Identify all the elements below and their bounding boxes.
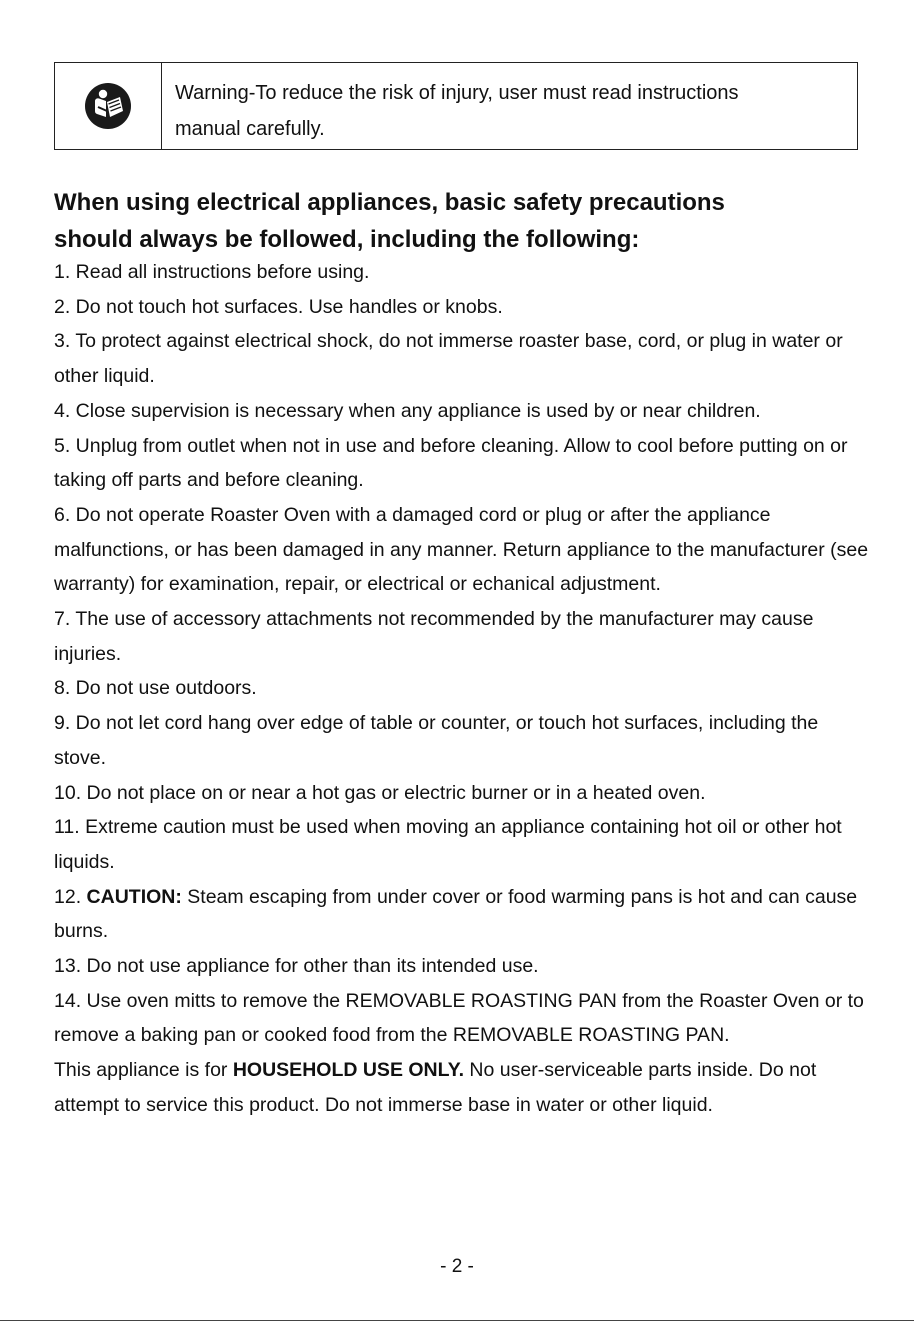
household-use-notice: [54, 1053, 874, 1122]
page-number: - 2 -: [440, 1256, 474, 1277]
instruction-item: 14. Use oven mitts to remove the REMOVABLE ROASTING PAN from the Roaster Oven or to remove a baking pan or cooked food from the REMOVABLE ROASTING PAN.: [54, 989, 864, 1047]
instruction-item: 6. Do not operate Roaster Oven with a damaged cord or plug or after the appliance malfunctions, or has been damaged in any manner. Return appliance to the manufacturer (see warranty) for examination, repair, or electrical or echanical adjustment.: [54, 503, 869, 596]
safety-instructions-list: [54, 255, 874, 1123]
instruction-item: 1. Read all instructions before using.: [54, 261, 370, 283]
section-heading: [54, 184, 874, 258]
warning-text-line: Warning-To reduce the risk of injury, user must read instructions: [175, 82, 739, 104]
instruction-item: 8. Do not use outdoors.: [54, 677, 257, 700]
warning-box: [54, 62, 858, 150]
instruction-item: 2. Do not touch hot surfaces. Use handles or knobs.: [54, 295, 503, 318]
instruction-item: 7. The use of accessory attachments not recommended by the manufacturer may cause injuries.: [54, 608, 814, 665]
warning-icon-cell: [55, 63, 162, 149]
instruction-item: 4. Close supervision is necessary when any appliance is used by or near children.: [54, 399, 761, 422]
household-use-label: HOUSEHOLD USE ONLY.: [232, 1059, 464, 1082]
instruction-item: 5. Unplug from outlet when not in use and before cleaning. Allow to cool before putting on or taking off parts and before cleaning.: [54, 434, 848, 492]
warning-text: [162, 63, 739, 149]
bottom-divider: [0, 1320, 914, 1321]
instruction-item: 9. Do not let cord hang over edge of table or counter, or touch hot surfaces, including the stove.: [54, 712, 819, 769]
heading-line: When using electrical appliances, basic safety precautions: [54, 189, 725, 216]
caution-label: CAUTION:: [86, 885, 182, 908]
instruction-item-caution: [54, 880, 874, 949]
caution-text: Steam escaping from under cover or food warming pans is hot and can cause burns.: [54, 885, 858, 943]
instruction-item: 3. To protect against electrical shock, do not immerse roaster base, cord, or plug in water or other liquid.: [54, 330, 843, 388]
item-number: 12.: [54, 885, 87, 908]
instruction-item: 11. Extreme caution must be used when moving an appliance containing hot oil or other hot liquids.: [54, 816, 842, 873]
instruction-item: 10. Do not place on or near a hot gas or electric burner or in a heated oven.: [54, 781, 706, 804]
notice-text: No user-serviceable parts inside. Do not attempt to service this product. Do not immerse base in water or other liquid.: [54, 1059, 817, 1116]
instruction-item: 13. Do not use appliance for other than its intended use.: [54, 955, 539, 978]
warning-text-line: manual carefully.: [175, 118, 325, 140]
heading-line: should always be followed, including the following:: [54, 226, 640, 253]
read-manual-icon: [83, 81, 133, 131]
notice-prefix: This appliance is for: [54, 1059, 233, 1082]
